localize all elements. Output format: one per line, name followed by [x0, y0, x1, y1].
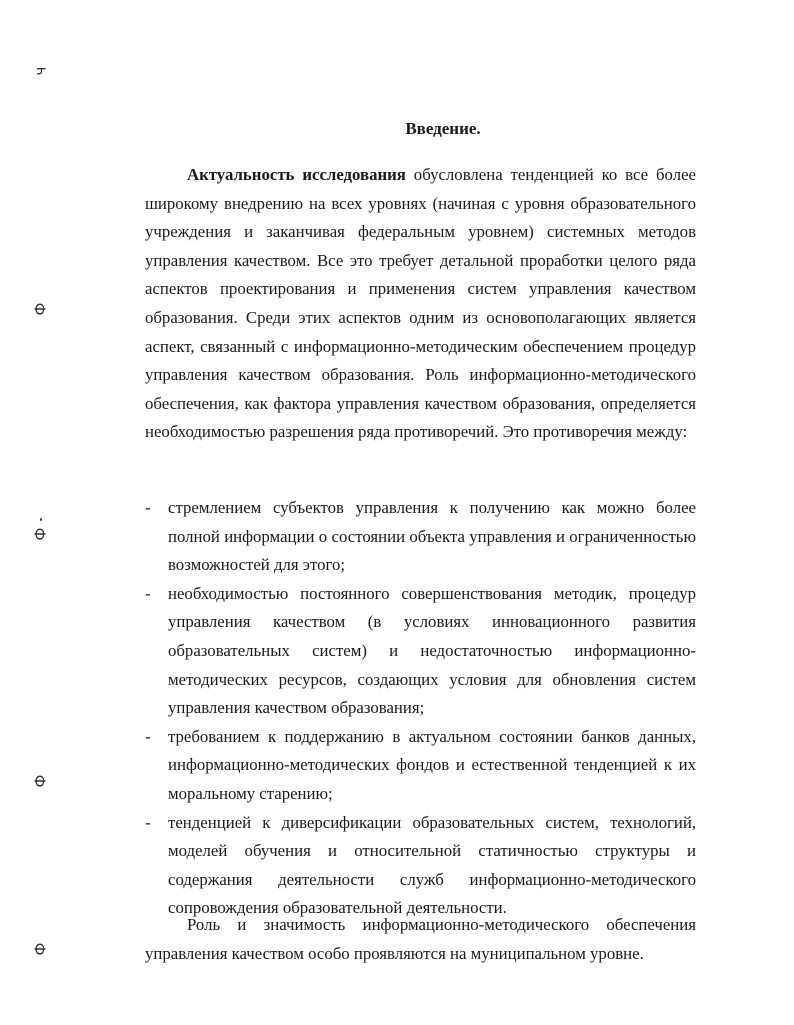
margin-scan-mark: ч — [31, 66, 50, 76]
margin-scan-mark: Ф — [31, 527, 50, 541]
closing-paragraph: Роль и значимость информационно-методического обеспечения управления качеством особо проявляются на муниципальном уровне. — [145, 915, 696, 963]
list-item-text: необходимостью постоянного совершенствования методик, процедур управления качеством (в условиях инновационного развития образовательных систем) и недостаточностью информационно-методических ресурсов, создающих условия для обновления систем управления качеством образования; — [168, 583, 696, 718]
list-item-text: тенденцией к диверсификации образовательных систем, технологий, моделей обучения и относительной статичностью структуры и содержания деятельности служб информационно-методического сопровождения образовательной деятельности. — [168, 812, 696, 918]
list-item-text: стремлением субъектов управления к получению как можно более полной информации о состоянии объекта управления и ограниченностью возможностей для этого; — [168, 498, 696, 575]
list-dash: - — [145, 583, 151, 603]
margin-scan-mark: Ф — [31, 302, 50, 316]
list-item — [145, 580, 696, 723]
intro-text: обусловлена тенденцией ко все более широкому внедрению на всех уровнях (начиная с уровня образовательного учреждения и заканчивая федеральным уровнем) системных методов управления качеством. Все это требует детальной проработки целого ряда аспектов проектирования и применения систем управления качеством образования. Среди этих аспектов одним из основополагающих является аспект, связанный с информационно-методическим обеспечением процедур управления качеством образования. Роль информационно-методического обеспечения, как фактора управления качеством образования, определяется необходимостью разрешения ряда противоречий. Это противоречия между: — [145, 165, 696, 442]
list-item — [145, 494, 696, 580]
margin-scan-mark: Ф — [31, 942, 50, 956]
intro-lead: Актуальность исследования — [187, 165, 406, 184]
contradictions-list — [145, 494, 696, 923]
intro-paragraph — [145, 161, 696, 447]
list-dash: - — [145, 498, 151, 517]
list-item — [145, 723, 696, 809]
list-item — [145, 809, 696, 923]
list-dash: - — [145, 812, 151, 832]
list-dash: - — [145, 726, 151, 746]
list-item-text: требованием к поддержанию в актуальном состоянии банков данных, информационно-методических фондов и естественной тенденцией к их моральному старению; — [168, 726, 696, 803]
scan-speck — [40, 518, 42, 521]
margin-scan-mark: Ф — [31, 774, 50, 788]
page-title: Введение. — [405, 119, 481, 138]
